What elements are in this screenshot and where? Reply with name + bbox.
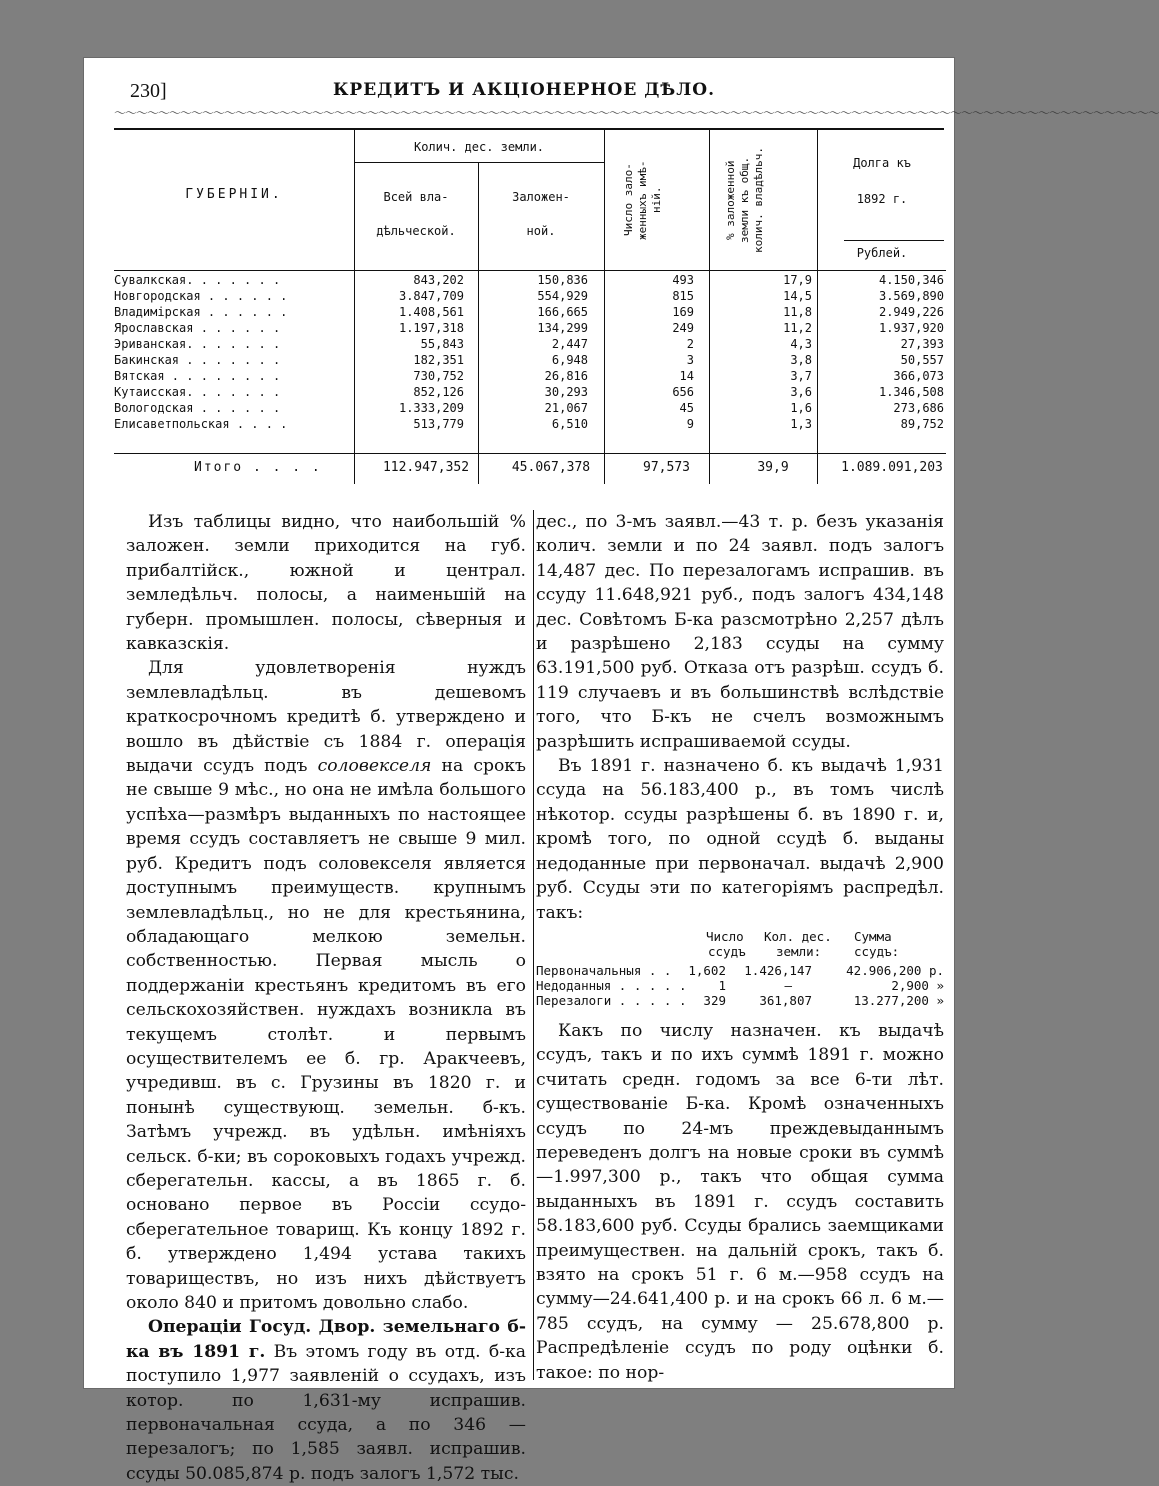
cell-debt: 3.569,890 bbox=[878, 289, 944, 303]
table-row bbox=[114, 305, 946, 320]
cell-region: Ярославская . . . . . . bbox=[114, 321, 281, 335]
cell-region: Владимiрская . . . . . . bbox=[114, 305, 288, 319]
cell-pct: 4,3 bbox=[790, 337, 812, 351]
sub-row-land: 1.426,147 bbox=[744, 962, 812, 978]
col-header-debt-1: Долга къ bbox=[853, 156, 911, 170]
paragraph bbox=[126, 1315, 526, 1486]
cell-debt: 273,686 bbox=[893, 401, 944, 415]
sub-row-label: Недоданныя . . . . . bbox=[536, 977, 687, 993]
col-header-region: ГУБЕРНIИ. bbox=[185, 187, 283, 202]
cell-count: 656 bbox=[672, 385, 694, 399]
col-header-mort-1: Заложен- bbox=[512, 190, 570, 204]
cell-debt: 50,557 bbox=[900, 353, 944, 367]
sub-row-land: — bbox=[784, 977, 792, 993]
sub-row-count: 1 bbox=[718, 977, 726, 993]
cell-count: 9 bbox=[686, 417, 694, 431]
cell-region: Бакинская . . . . . . . bbox=[114, 353, 281, 367]
italic-term: соловекселя bbox=[317, 756, 432, 777]
sub-header: ссудъ: bbox=[854, 943, 900, 959]
total-count: 97,573 bbox=[643, 460, 690, 475]
cell-region: Вятская . . . . . . . . bbox=[114, 369, 281, 383]
paragraph: Изъ таблицы видно, что наибольшiй % заложен. земли приходится на губ. прибалтiйск., южной и централ. земледѣльч. полосы, а наименьшiй на губерн. промышлен. полосы, сѣверныя и кавказскiя. bbox=[126, 512, 526, 655]
table-row bbox=[114, 353, 946, 368]
cell-pct: 14,5 bbox=[783, 289, 812, 303]
cell-all: 513,779 bbox=[413, 417, 464, 431]
sub-row-sum: 13.277,200 » bbox=[853, 992, 944, 1008]
cell-pct: 11,8 bbox=[783, 305, 812, 319]
total-label: Итого . . . . bbox=[194, 460, 322, 475]
cell-pct: 1,3 bbox=[790, 417, 812, 431]
cell-count: 14 bbox=[679, 369, 694, 383]
cell-debt: 27,393 bbox=[900, 337, 944, 351]
cell-all: 182,351 bbox=[413, 353, 464, 367]
cell-count: 493 bbox=[672, 273, 694, 287]
col-header-mort-2: ной. bbox=[526, 224, 556, 238]
paragraph: дес., по 3-мъ заявл.—43 т. р. безъ указанiя колич. земли и по 24 заявл. подъ залогъ 14,487 дес. По перезалогамъ испрашив. въ ссуду 11.648,921 руб., подъ залогъ 434,148 дес. Совѣтомъ Б-ка разсмотрѣно 2,257 дѣлъ и разрѣшено 2,183 ссуды на сумму 63.191,500 руб. Отказа отъ разрѣш. ссудъ б. 119 случаевъ и въ большинствѣ вслѣдствiе того, что Б-къ не счелъ возможнымъ разрѣшить испрашиваемой ссуды. bbox=[536, 512, 944, 752]
cell-region: Вологодская . . . . . . bbox=[114, 401, 281, 415]
table-row bbox=[114, 273, 946, 288]
sub-row-label: Первоначальныя . . bbox=[536, 962, 672, 978]
sub-row-sum: 2,900 » bbox=[891, 977, 944, 993]
cell-all: 55,843 bbox=[420, 337, 464, 351]
sub-header: ссудъ bbox=[708, 943, 746, 959]
text-run: на срокъ не свыше 9 мѣс., но она не имѣла большого успѣха—размѣръ выданныхъ по настоящее время ссудъ составляетъ не свыше 9 мил. руб. Кредитъ подъ соловекселя является доступнымъ преимуществ. крупнымъ землевладѣльц., но не для крестьянина, обладающаго мелкою земельн. собственностью. Первая мысль о поддержанiи крестьянъ кредитомъ въ его сельскохозяйствен. нуждахъ возникла въ текущемъ столѣт. и первымъ осуществителемъ ее б. гр. Аракчеевъ, учредивш. въ с. Грузины въ 1820 г. и понынѣ существующ. земельн. б-къ. Затѣмъ учрежд. въ удѣльн. имѣнiяхъ сельск. б-ки; въ сороковыхъ годахъ учрежд. сберегательн. кассы, а въ 1865 г. б. основано первое въ Россiи ссудо-сберегательное товарищ. Къ концу 1892 г. б. утверждено 1,494 устава такихъ товариществъ, но изъ нихъ дѣйствуетъ около 840 и притомъ довольно слабо. bbox=[126, 756, 526, 1313]
total-debt: 1.089.091,203 bbox=[841, 460, 943, 475]
cell-pct: 3,7 bbox=[790, 369, 812, 383]
table-row bbox=[114, 417, 946, 432]
cell-count: 2 bbox=[686, 337, 694, 351]
cell-count: 169 bbox=[672, 305, 694, 319]
table-hline bbox=[354, 162, 604, 163]
cell-pct: 17,9 bbox=[783, 273, 812, 287]
table-row bbox=[114, 337, 946, 352]
cell-region: Елисаветпольская . . . . bbox=[114, 417, 288, 431]
cell-debt: 1.346,508 bbox=[878, 385, 944, 399]
page-header bbox=[114, 76, 934, 106]
section-heading: Операцiи Госуд. Двор. земельнаго б-ка въ 1891 г. bbox=[126, 1317, 526, 1362]
cell-mortgaged: 150,836 bbox=[537, 273, 588, 287]
cell-count: 249 bbox=[672, 321, 694, 335]
sub-header: земли: bbox=[776, 943, 822, 959]
cell-mortgaged: 30,293 bbox=[544, 385, 588, 399]
table-top-rule bbox=[114, 128, 944, 130]
cell-debt: 2.949,226 bbox=[878, 305, 944, 319]
cell-mortgaged: 21,067 bbox=[544, 401, 588, 415]
sub-header: Число bbox=[706, 928, 744, 944]
sub-row-count: 329 bbox=[703, 992, 726, 1008]
cell-all: 1.408,561 bbox=[398, 305, 464, 319]
cell-debt: 89,752 bbox=[900, 417, 944, 431]
cell-pct: 3,8 bbox=[790, 353, 812, 367]
wavy-rule: ～～～～～～～～～～～～～～～～～～～～～～～～～～～～～～～～～～～～～～～～～～～～～～～～～～～～～～～～～～～～～～～～～～～～～～～～～～～～～～～～～～～～～～～～～～～～～～～ bbox=[114, 106, 1159, 120]
table-row bbox=[114, 289, 946, 304]
cell-pct: 3,6 bbox=[790, 385, 812, 399]
total-pct: 39,9 bbox=[757, 460, 789, 475]
table-row bbox=[114, 385, 946, 400]
cell-all: 852,126 bbox=[413, 385, 464, 399]
col-header-all-1: Всей вла- bbox=[383, 190, 449, 204]
cell-all: 3.847,709 bbox=[398, 289, 464, 303]
col-header-all-2: дѣльческой. bbox=[376, 224, 456, 238]
total-all: 112.947,352 bbox=[382, 460, 470, 475]
cell-mortgaged: 554,929 bbox=[537, 289, 588, 303]
table-hline bbox=[844, 240, 944, 241]
cell-region: Сувалкская. . . . . . . bbox=[114, 273, 281, 287]
table-row bbox=[114, 369, 946, 384]
page-title: КРЕДИТЪ И АКЦIОНЕРНОЕ ДѢЛО. bbox=[332, 80, 716, 100]
table-row bbox=[114, 401, 946, 416]
table-total-row bbox=[114, 458, 946, 478]
cell-pct: 11,2 bbox=[783, 321, 812, 335]
cell-count: 815 bbox=[672, 289, 694, 303]
sub-row-count: 1,602 bbox=[688, 962, 726, 978]
cell-region: Эриванская. . . . . . . bbox=[114, 337, 281, 351]
sub-row-land: 361,807 bbox=[759, 992, 812, 1008]
cell-all: 1.197,318 bbox=[398, 321, 464, 335]
cell-mortgaged: 166,665 bbox=[537, 305, 588, 319]
col-header-land-group: Колич. дес. земли. bbox=[413, 140, 545, 154]
col-header-debt-unit: Рублей. bbox=[856, 246, 908, 260]
cell-mortgaged: 26,816 bbox=[544, 369, 588, 383]
column-divider bbox=[533, 510, 534, 1380]
col-header-count: Число зало- женныхъ имѣ- нiй. bbox=[622, 160, 663, 240]
cell-pct: 1,6 bbox=[790, 401, 812, 415]
sub-row-label: Перезалоги . . . . . bbox=[536, 992, 687, 1008]
cell-region: Кутаисская. . . . . . . bbox=[114, 385, 281, 399]
cell-count: 45 bbox=[679, 401, 694, 415]
paragraph: Въ 1891 г. назначено б. къ выдачѣ 1,931 ссуда на 56.183,400 р., въ томъ числѣ нѣкотор. ссуды разрѣшены б. въ 1890 г. и, кромѣ того, по одной ссудѣ б. выданы недоданные при первоначал. выдачѣ 2,900 руб. Ссуды эти по категорiямъ распредѣл. такъ: bbox=[536, 756, 944, 923]
sub-row-sum: 42.906,200 р. bbox=[846, 962, 944, 978]
sub-header: Кол. дес. bbox=[764, 928, 832, 944]
right-column bbox=[536, 510, 944, 1385]
cell-debt: 1.937,920 bbox=[878, 321, 944, 335]
cell-mortgaged: 6,948 bbox=[551, 353, 588, 367]
sub-header: Сумма bbox=[854, 928, 892, 944]
paragraph: Какъ по числу назначен. къ выдачѣ ссудъ, такъ и по ихъ суммѣ 1891 г. можно считать средн. годомъ за все 6-ти лѣт. существованiе Б-ка. Кромѣ означенныхъ ссудъ по 24-мъ преждевыданнымъ переведенъ долгъ на новые сроки въ суммѣ—1.997,300 р., такъ что общая сумма выданныхъ въ 1891 г. ссудъ составить 58.183,600 руб. Ссуды брались заемщиками преимуществен. на дальнiй срокъ, такъ б. взято на срокъ 51 г. 6 м.—958 ссудъ на сумму—24.641,400 р. и на срокъ 66 л. 6 м.—785 ссудъ, на сумму — 25.678,800 р. Распредѣленiе ссудъ по роду оцѣнки б. такое: по нор- bbox=[536, 1020, 944, 1383]
cell-count: 3 bbox=[686, 353, 694, 367]
total-mortgaged: 45.067,378 bbox=[511, 460, 591, 475]
cell-debt: 4.150,346 bbox=[878, 273, 944, 287]
cell-mortgaged: 6,510 bbox=[551, 417, 588, 431]
cell-debt: 366,073 bbox=[893, 369, 944, 383]
table-header-rule bbox=[114, 270, 946, 271]
paragraph bbox=[126, 656, 526, 1315]
cell-mortgaged: 134,299 bbox=[537, 321, 588, 335]
text-run: Въ этомъ году въ отд. б-ка поступило 1,977 заявленiй о ссудахъ, изъ котор. по 1,631-му испрашив. первоначальная ссуда, а по 346 — перезалогъ; по 1,585 заявл. испрашив. ссуды 50.085,874 р. подъ залогъ 1,572 тыс. bbox=[126, 1341, 526, 1484]
cell-mortgaged: 2,447 bbox=[551, 337, 588, 351]
table-total-rule bbox=[114, 453, 946, 454]
col-header-debt-2: 1892 г. bbox=[856, 192, 908, 206]
left-column bbox=[126, 510, 526, 1486]
cell-region: Новгородская . . . . . . bbox=[114, 289, 288, 303]
page-number: 230] bbox=[130, 80, 167, 102]
loan-category-table bbox=[536, 929, 944, 1011]
cell-all: 843,202 bbox=[413, 273, 464, 287]
col-header-pct: % заложенной земли къ общ. колич. владѣльч. bbox=[724, 147, 765, 253]
text-run: Для удовлетворенiя нуждъ землевладѣльц. въ дешевомъ краткосрочномъ кредитѣ б. утверждено и вошло въ дѣйствiе съ 1884 г. операцiя выдачи ссудъ подъ bbox=[126, 658, 526, 777]
cell-all: 730,752 bbox=[413, 369, 464, 383]
table-row bbox=[114, 321, 946, 336]
document-page bbox=[84, 58, 1159, 1484]
cell-all: 1.333,209 bbox=[398, 401, 464, 415]
